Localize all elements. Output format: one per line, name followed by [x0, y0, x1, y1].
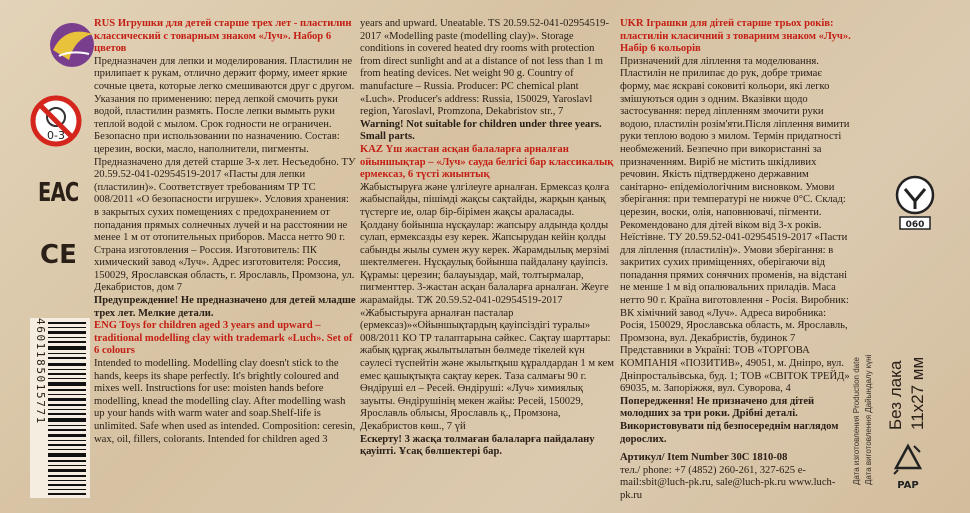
recycle-code: PAP [897, 480, 919, 491]
ru-body: Предназначен для лепки и моделирования. Пластилин не прилипает к рукам, отлично держит форму, имеет яркие сочные цвета, которые легко смешиваются друг с другом. Указания по применению: перед лепкой смочить руки водой, пластилин размять. После лепки вымыть руки теплой водой с мылом. Срок годности не ограничен. Безопасно при использовании по назначению. Состав: церезин, воски, масло, наполнители, пигменты. Предназначено для детей старше 3-х лет. Несъедобно. ТУ 20.59.52-041-02954519-2017 «Пасты для лепки (пластилин)». Соответствует требованиям ТР ТС 008/2011 «О безопасности игрушек». Условия хранения: в закрытых сухих помещениях с предохранением от попадания прямых солнечных лучей и на расстоянии не менее 1 м от отопительных приборов. Масса нетто 90 г. Страна изготовления – Россия. Изготовитель: ПК химический завод «Луч». Адрес изготовителя: Россия, 150029, Ярославская область, г. Ярославль, Промзона, ул. Декабристов, дом 7 [94, 55, 356, 294]
barcode-number: 4601185015771 [34, 318, 47, 425]
kz-body: Жабыстыруға және үлгілеуге арналған. Ермексаз қолға жабыспайды, пішімді жақсы сақтайды, жарқын қанық түстерге ие, олар бір-бірімен жақсы араласады. Қолдану бойынша нұсқаулар: жапсыру алдында қолды сулап, ермексазды езу керек. Жапсырудан кейін қолды сабынды жылы сумен жуу керек. Жарамдылық мерзімі шектелмеген. Нұсқаулық бойынша пайдалану қауіпсіз. Құрамы: церезин; балауыздар, май, толтырмалар, пигменттер. 3-жастан асқан балаларға арналған. Жеуге жарамайды. ТЖ 20.59.52-041-02954519-2017 «Жабыстыруға арналған пасталар (ермексаз)»«Ойыншықтардың қауіпсіздігі туралы» 008/2011 КО ТР талаптарына сәйкес. Сақтау шарттары: жабық құрғақ жылытылатын бөлмеде тікелей күн сәулесі түспейтін және жылытқыш құралдардан 1 м кем емес қашықтықта сақтау керек. Таза салмағы 90 г. Өндіруші ел – Ресей. Өндіруші: «Луч» химиялық зауыты. Өндірушінің мекен жайы: Ресей, 150029, Ярославль облысы, Ярославль қ., Промзона, Декабристов көш., 7 үй [360, 181, 614, 432]
column-ua [620, 18, 852, 501]
production-date-label-2: Дата виготовлення Дайындалу күні [864, 354, 873, 485]
contacts: тел./ phone: +7 (4852) 260-261, 327-625 e-mail:sbit@luch-pk.ru, sale@luch-pk.ru www.luch-pk.ru [620, 464, 836, 501]
kz-warning: Ескерту! 3 жасқа толмаған балаларға пайдалану қауіпті. Ұсақ бөлшектері бар. [360, 433, 595, 458]
eac-mark: EAC [38, 178, 79, 208]
kz-heading: KAZ Үш жастан асқан балаларға арналған ойыншықтар – «Луч» сауда белгісі бар классикалық ермексаз, 6 түсті жиынтық [360, 143, 614, 181]
en-body: Intended to modelling. Modelling clay doesn't stick to the hands, keeps its shape perfectly. It's brightly coloured and mixes well. Instructions for use: moisten hands before modelling, knead the modelling clay. After modelling wash up your hands with warm water and soap.Shelf-life is unlimited. Safe when used as intended. Composition: ceresin, wax, oil, fillers, colorants. Intended for children aged 3 [94, 358, 356, 445]
age-restriction-icon [30, 95, 82, 147]
ua-warning: Попередження! Не призначено для дітей молодших за три роки. Дрібні деталі. Використовувати під безпосереднім наглядом дорослих. [620, 395, 839, 445]
ukraine-conformity-mark-icon [893, 175, 937, 233]
column-en-kz [360, 18, 615, 513]
luch-logo-icon [45, 20, 100, 70]
no-lacquer-text: Без лака [886, 360, 905, 430]
en-heading: ENG Toys for children aged 3 years and upward – traditional modelling clay with trademark «Luch». Set of 6 colours [94, 320, 353, 357]
size-text: 11х27 мм [908, 356, 927, 430]
recycle-icon [888, 440, 928, 496]
ua-mark-code: 060 [905, 220, 925, 230]
column-ru-en [94, 18, 356, 513]
ru-heading: RUS Игрушки для детей старше трех лет - пластилин классический с товарным знаком «Луч». Набор 6 цветов [94, 18, 352, 55]
article-number: Артикул/ Item Number 30С 1810-08 [620, 452, 788, 464]
production-date-label-1: Дата изготовления Production date [852, 357, 861, 485]
ua-heading: UKR Іграшки для дітей старше трьох років: пластилін класичний з товарним знаком «Луч». Набір 6 кольорів [620, 18, 851, 55]
ru-warning: Предупреждение! Не предназначено для детей младше трех лет. Мелкие детали. [94, 295, 356, 319]
ce-mark: CE [40, 240, 77, 270]
age-mark: 0-3 [47, 129, 65, 142]
en-warning: Warning! Not suitable for children under three years. Small parts. [360, 118, 602, 143]
ua-body: Призначений для ліплення та моделювання. Пластилін не прилипає до рук, добре тримає форму, має яскраві соковиті кольори, які легко змішуються один з одним. Вказівки щодо застосування: перед ліпленням змочити руки водою, пластилін розім'яти.Після ліплення вимити руки теплою водою з милом. Термін придатності необмежений. Безпечно при використанні за призначенням. Виріб не містить шкідливих речовин. Якість підтверджено державним санітарно- епідеміологічним висновком. Умови зберігання: при температурі не нижче 0°С. Склад: церезин, воски, олія, наповнювачі, пігменти. Рекомендовано для дітей віком від 3-х років. Неїстівне. ТУ 20.59.52-041-02954519-2017 «Пасти для ліплення (пластилін)». Умови зберігання: в закритих сухих приміщеннях, оберігаючи від попадання прямих сонячних променів, на відстані не менше 1 м від опалювальних приладів. Маса нетто 90 г. Країна виготовлення - Росія. Виробник: ВК хімічний завод «Луч». Адреса виробника: Росія, 150029, Ярославська область, м. Ярославль, Промзона, вул. Декабристів, будинок 7 Представники в Україні: ТОВ «ТОРГОВА КОМПАНІЯ «ПОЗИТИВ», 49051, м. Дніпро, вул. Дніпростальівська, буд. 1; ТОВ «СВІТОК ТРЕЙД» 69035, м. Запоріжжя, вул. Суворова, 4 [620, 55, 850, 395]
en-body-cont: years and upward. Uneatable. TS 20.59.52-041-02954519-2017 «Modelling paste (modelling clay)». Storage conditions in covered heated dry rooms with protection from direct sunlight and at a distance of not less than 1 m from heating devices. Net weight 90 g. Country of manufacture – Russia. Producer: PC chemical plant «Luch». Producer's address: Russia, 150029, Yaroslavl region, Yaroslavl, Promzona, Dekabristov str., 7 [360, 18, 609, 118]
